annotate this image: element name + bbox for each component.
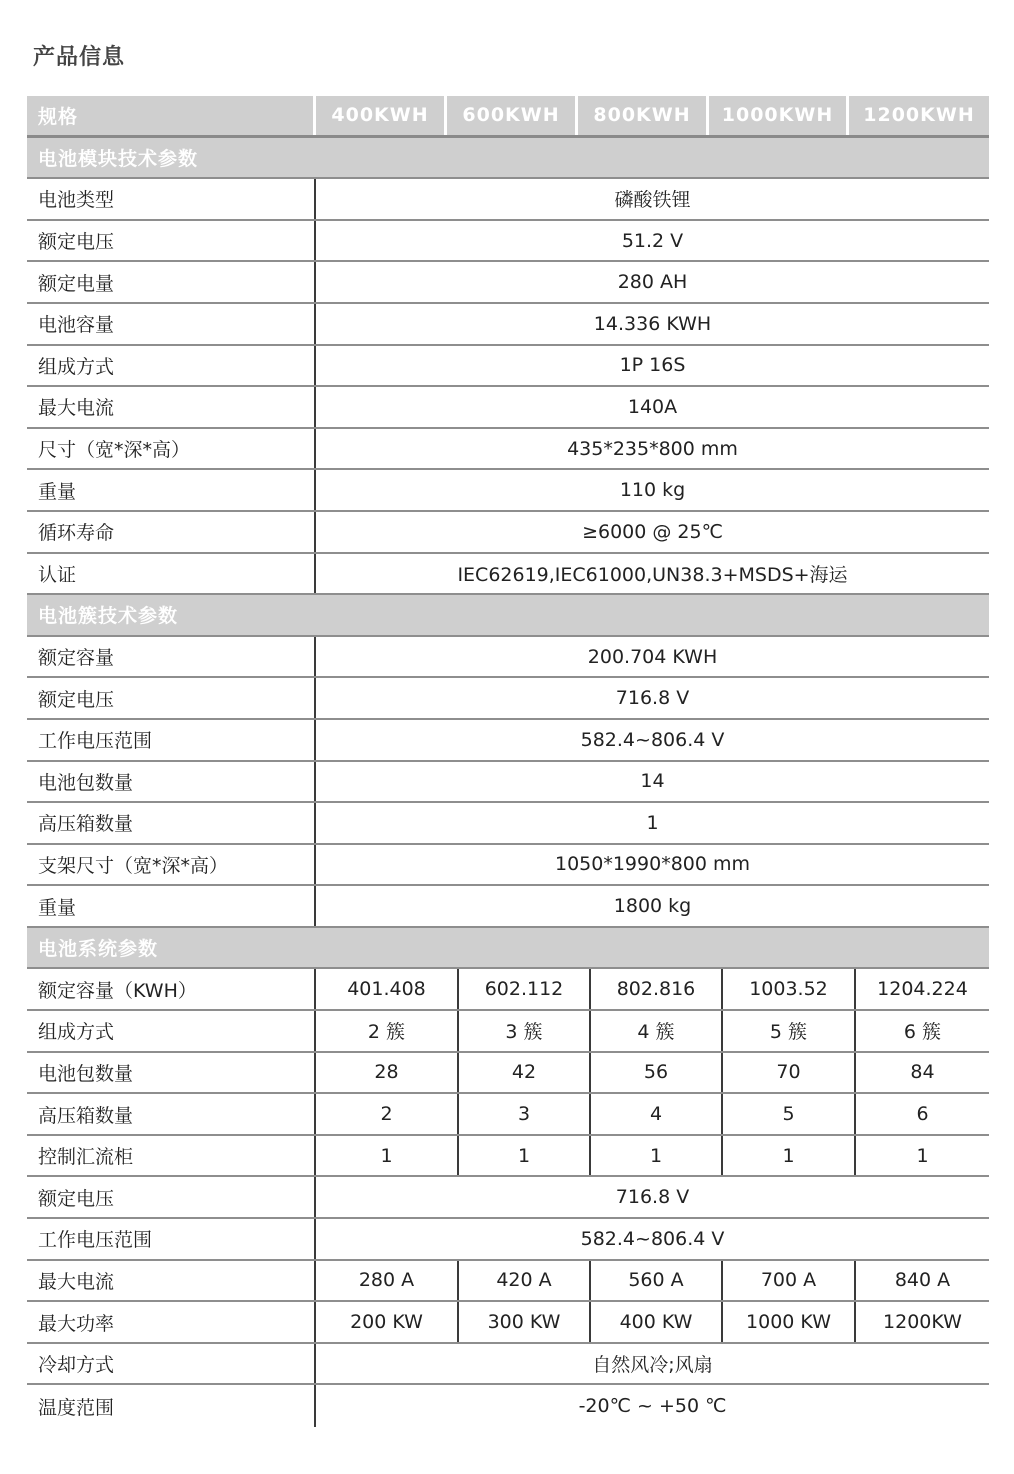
row-value: 582.4~806.4 V: [580, 728, 725, 751]
row-label: 认证: [27, 554, 316, 594]
section-title: 电池系统参数: [38, 938, 159, 961]
row-label: 额定容量（KWH）: [27, 969, 316, 1009]
row-label: 额定电压: [27, 221, 316, 261]
spec-table: [27, 96, 989, 1427]
table-row: [27, 1177, 989, 1219]
row-label: 温度范围: [27, 1385, 316, 1427]
row-value: 1000 KW: [723, 1302, 856, 1342]
row-label: 电池包数量: [27, 1053, 316, 1093]
table-row: [27, 1219, 989, 1261]
row-label: 电池容量: [27, 304, 316, 344]
header-col: 600KWH: [447, 96, 578, 135]
row-label: 高压箱数量: [27, 803, 316, 843]
row-label: 控制汇流柜: [27, 1136, 316, 1176]
table-row: [27, 1302, 989, 1344]
row-value: 1: [459, 1136, 591, 1176]
header-label: 规格: [27, 96, 316, 135]
section-title: 电池簇技术参数: [38, 605, 179, 628]
row-value: 435*235*800 mm: [567, 437, 738, 460]
row-value: 602.112: [459, 969, 591, 1009]
row-label: 额定电压: [27, 678, 316, 718]
row-value: 6: [916, 1103, 929, 1126]
table-row: [27, 262, 989, 304]
table-row: [27, 1136, 989, 1178]
row-value: 4 簇: [591, 1011, 723, 1051]
row-value: 1: [916, 1144, 929, 1167]
row-label: 额定电压: [27, 1177, 316, 1217]
row-value: 5: [723, 1094, 856, 1134]
row-value: 2: [316, 1094, 459, 1134]
row-value: 4: [591, 1094, 723, 1134]
row-value: IEC62619,IEC61000,UN38.3+MSDS+海运: [457, 563, 848, 586]
table-row: [27, 1011, 989, 1053]
row-label: 组成方式: [27, 346, 316, 386]
row-value: 42: [459, 1053, 591, 1093]
table-row: [27, 221, 989, 263]
row-label: 高压箱数量: [27, 1094, 316, 1134]
table-row: [27, 678, 989, 720]
table-row: [27, 720, 989, 762]
header-col: 1000KWH: [709, 96, 849, 135]
table-row: [27, 554, 989, 596]
row-value: 1204.224: [877, 978, 968, 1001]
row-label: 重量: [27, 470, 316, 510]
row-value: 420 A: [459, 1261, 591, 1301]
row-value: 200.704 KWH: [587, 645, 718, 668]
table-row: [27, 387, 989, 429]
row-label: 电池类型: [27, 179, 316, 219]
row-value: 200 KW: [316, 1302, 459, 1342]
row-label: 最大电流: [27, 1261, 316, 1301]
row-value: 140A: [627, 395, 678, 418]
row-value: 700 A: [723, 1261, 856, 1301]
page-title: 产品信息: [33, 45, 126, 70]
row-value: 1: [723, 1136, 856, 1176]
row-value: 1050*1990*800 mm: [554, 853, 751, 876]
header-col: 400KWH: [316, 96, 447, 135]
row-label: 电池包数量: [27, 762, 316, 802]
row-value: 400 KW: [591, 1302, 723, 1342]
row-value: 716.8 V: [615, 1186, 690, 1209]
row-value: 1003.52: [723, 969, 856, 1009]
table-row: [27, 429, 989, 471]
table-row: [27, 886, 989, 928]
row-label: 尺寸（宽*深*高）: [27, 429, 316, 469]
row-label: 冷却方式: [27, 1344, 316, 1384]
row-value: 28: [316, 1053, 459, 1093]
row-value: 582.4~806.4 V: [580, 1227, 725, 1250]
table-row: [27, 803, 989, 845]
row-label: 支架尺寸（宽*深*高）: [27, 845, 316, 885]
table-row: [27, 346, 989, 388]
row-value: 6 簇: [903, 1021, 942, 1044]
row-value: 3: [459, 1094, 591, 1134]
row-label: 工作电压范围: [27, 720, 316, 760]
row-value: 51.2 V: [621, 229, 684, 252]
row-label: 额定容量: [27, 637, 316, 677]
row-value: 84: [910, 1061, 935, 1084]
table-row: [27, 762, 989, 804]
row-label: 额定电量: [27, 262, 316, 302]
row-value: 1: [646, 811, 659, 834]
table-header: [27, 96, 989, 138]
row-value: 1: [591, 1136, 723, 1176]
row-value: 1P 16S: [619, 354, 686, 377]
row-value: 14: [640, 770, 665, 793]
table-row: [27, 1094, 989, 1136]
row-value: 280 AH: [617, 271, 688, 294]
row-label: 重量: [27, 886, 316, 926]
row-value: 110 kg: [619, 479, 686, 502]
row-label: 最大功率: [27, 1302, 316, 1342]
row-value: 5 簇: [723, 1011, 856, 1051]
row-value: 560 A: [591, 1261, 723, 1301]
row-value: 14.336 KWH: [593, 312, 712, 335]
row-value: 840 A: [894, 1269, 951, 1292]
header-col: 1200KWH: [863, 104, 975, 127]
table-row: [27, 1385, 989, 1427]
header-col: 800KWH: [578, 96, 709, 135]
row-value: 磷酸铁锂: [614, 189, 691, 212]
row-value: 401.408: [316, 969, 459, 1009]
row-label: 最大电流: [27, 387, 316, 427]
table-row: [27, 1261, 989, 1303]
row-value: 56: [591, 1053, 723, 1093]
section-header-system: [27, 928, 989, 970]
section-header-cluster: [27, 595, 989, 637]
row-value: 1800 kg: [613, 895, 692, 918]
table-row: [27, 512, 989, 554]
row-value: 1: [316, 1136, 459, 1176]
row-value: 802.816: [591, 969, 723, 1009]
row-value: 自然风冷;风扇: [592, 1354, 713, 1377]
table-row: [27, 304, 989, 346]
row-value: 280 A: [316, 1261, 459, 1301]
row-label: 工作电压范围: [27, 1219, 316, 1259]
table-row: [27, 179, 989, 221]
row-value: 2 簇: [316, 1011, 459, 1051]
table-row: [27, 969, 989, 1011]
row-value: 3 簇: [459, 1011, 591, 1051]
table-row: [27, 1053, 989, 1095]
row-value: 300 KW: [459, 1302, 591, 1342]
row-value: -20℃ ~ +50 ℃: [578, 1395, 727, 1418]
table-row: [27, 470, 989, 512]
section-title: 电池模块技术参数: [38, 147, 199, 170]
table-row: [27, 1344, 989, 1386]
row-value: 1200KW: [883, 1311, 962, 1334]
row-value: ≥6000 @ 25℃: [582, 520, 723, 543]
row-label: 循环寿命: [27, 512, 316, 552]
row-value: 716.8 V: [615, 687, 690, 710]
row-label: 组成方式: [27, 1011, 316, 1051]
section-header-module: [27, 138, 989, 180]
table-row: [27, 845, 989, 887]
row-value: 70: [723, 1053, 856, 1093]
table-row: [27, 637, 989, 679]
